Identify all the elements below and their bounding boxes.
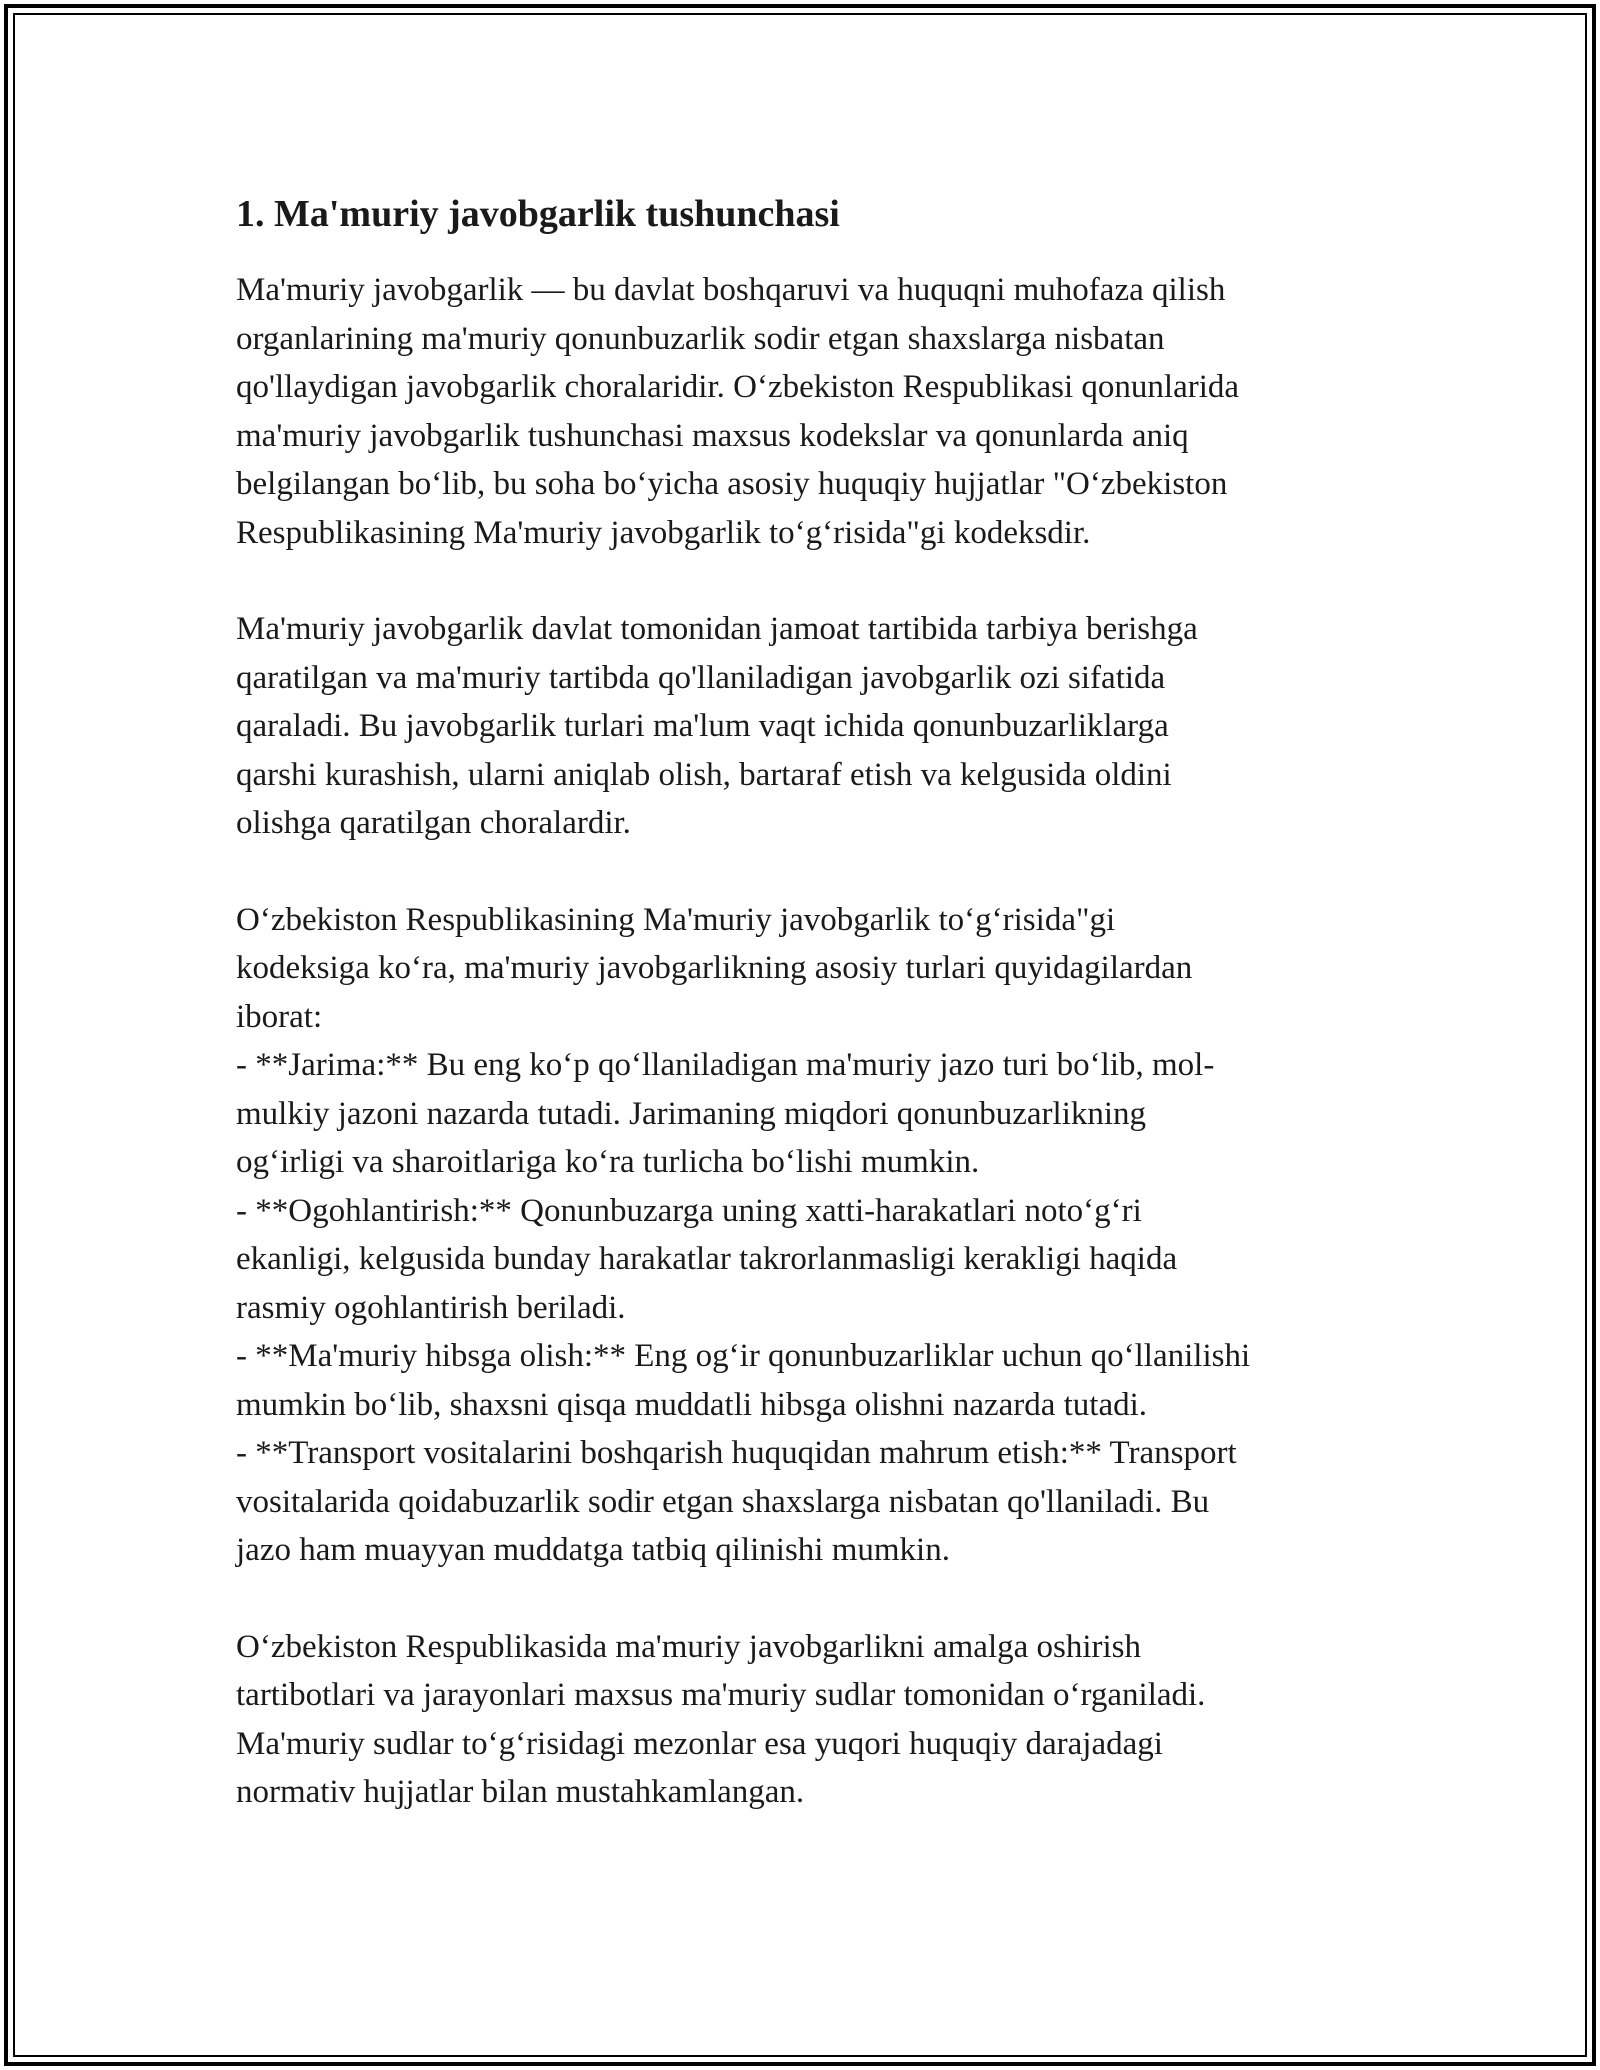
text-line: rasmiy ogohlantirish beriladi.: [236, 1289, 626, 1326]
text-line: qaratilgan va ma'muriy tartibda qo'llaniladigan javobgarlik ozi sifatida: [236, 659, 1166, 696]
list-item-hibsga-olish: - **Ma'muriy hibsga olish:** Eng og‘ir qonunbuzarliklar uchun qo‘llanilishi: [236, 1338, 1251, 1374]
text-line: mumkin bo‘lib, shaxsni qisqa muddatli hibsga olishni nazarda tutadi.: [236, 1386, 1148, 1423]
text-line: mulkiy jazoni nazarda tutadi. Jarimaning miqdori qonunbuzarlikning: [236, 1095, 1147, 1132]
list-item-jarima: - **Jarima:** Bu eng ko‘p qo‘llaniladigan ma'muriy jazo turi bo‘lib, mol-: [236, 1047, 1215, 1083]
text-line: qaraladi. Bu javobgarlik turlari ma'lum vaqt ichida qonunbuzarliklarga: [236, 708, 1169, 744]
text-line: qo'llaydigan javobgarlik choralaridir. O‘zbekiston Respublikasi qonunlarida: [236, 369, 1240, 405]
paragraph-courts: [236, 1623, 1376, 1817]
text-line: organlarining ma'muriy qonunbuzarlik sodir etgan shaxslarga nisbatan: [236, 320, 1165, 357]
list-item-transport: - **Transport vositalarini boshqarish huquqidan mahrum etish:** Transport: [236, 1435, 1237, 1471]
text-line: ma'muriy javobgarlik tushunchasi maxsus kodekslar va qonunlarda aniq: [236, 417, 1189, 454]
list-item-ogohlantirish: - **Ogohlantirish:** Qonunbuzarga uning xatti-harakatlari noto‘g‘ri: [236, 1192, 1142, 1229]
document-body: [236, 190, 1376, 1865]
text-line: belgilangan bo‘lib, bu soha bo‘yicha asosiy huquqiy hujjatlar "O‘zbekiston: [236, 466, 1228, 502]
paragraph-types: [236, 896, 1376, 1575]
paragraph-definition: [236, 266, 1376, 557]
text-line: vositalarida qoidabuzarlik sodir etgan shaxslarga nisbatan qo'llaniladi. Bu: [236, 1483, 1210, 1520]
text-line: O‘zbekiston Respublikasining Ma'muriy javobgarlik to‘g‘risida"gi: [236, 901, 1116, 938]
text-line: normativ hujjatlar bilan mustahkamlangan.: [236, 1774, 805, 1810]
text-line: jazo ham muayyan muddatga tatbiq qilinishi mumkin.: [236, 1532, 950, 1568]
text-line: iborat:: [236, 998, 323, 1035]
section-heading: 1. Ma'muriy javobgarlik tushunchasi: [236, 193, 840, 235]
text-line: tartibotlari va jarayonlari maxsus ma'muriy sudlar tomonidan o‘rganiladi.: [236, 1677, 1206, 1713]
text-line: olishga qaratilgan choralardir.: [236, 805, 631, 841]
paragraph-purpose: [236, 605, 1376, 848]
text-line: Ma'muriy javobgarlik davlat tomonidan jamoat tartibida tarbiya berishga: [236, 611, 1198, 647]
text-line: Ma'muriy sudlar to‘g‘risidagi mezonlar esa yuqori huquqiy darajadagi: [236, 1725, 1163, 1762]
text-line: qarshi kurashish, ularni aniqlab olish, bartaraf etish va kelgusida oldini: [236, 756, 1172, 793]
text-line: Respublikasining Ma'muriy javobgarlik to‘g‘risida"gi kodeksdir.: [236, 514, 1091, 551]
text-line: O‘zbekiston Respublikasida ma'muriy javobgarlikni amalga oshirish: [236, 1628, 1142, 1665]
text-line: kodeksiga ko‘ra, ma'muriy javobgarlikning asosiy turlari quyidagilardan: [236, 950, 1193, 986]
text-line: og‘irligi va sharoitlariga ko‘ra turlicha bo‘lishi mumkin.: [236, 1144, 980, 1180]
text-line: Ma'muriy javobgarlik — bu davlat boshqaruvi va huquqni muhofaza qilish: [236, 272, 1226, 308]
text-line: ekanligi, kelgusida bunday harakatlar takrorlanmasligi kerakligi haqida: [236, 1241, 1178, 1277]
